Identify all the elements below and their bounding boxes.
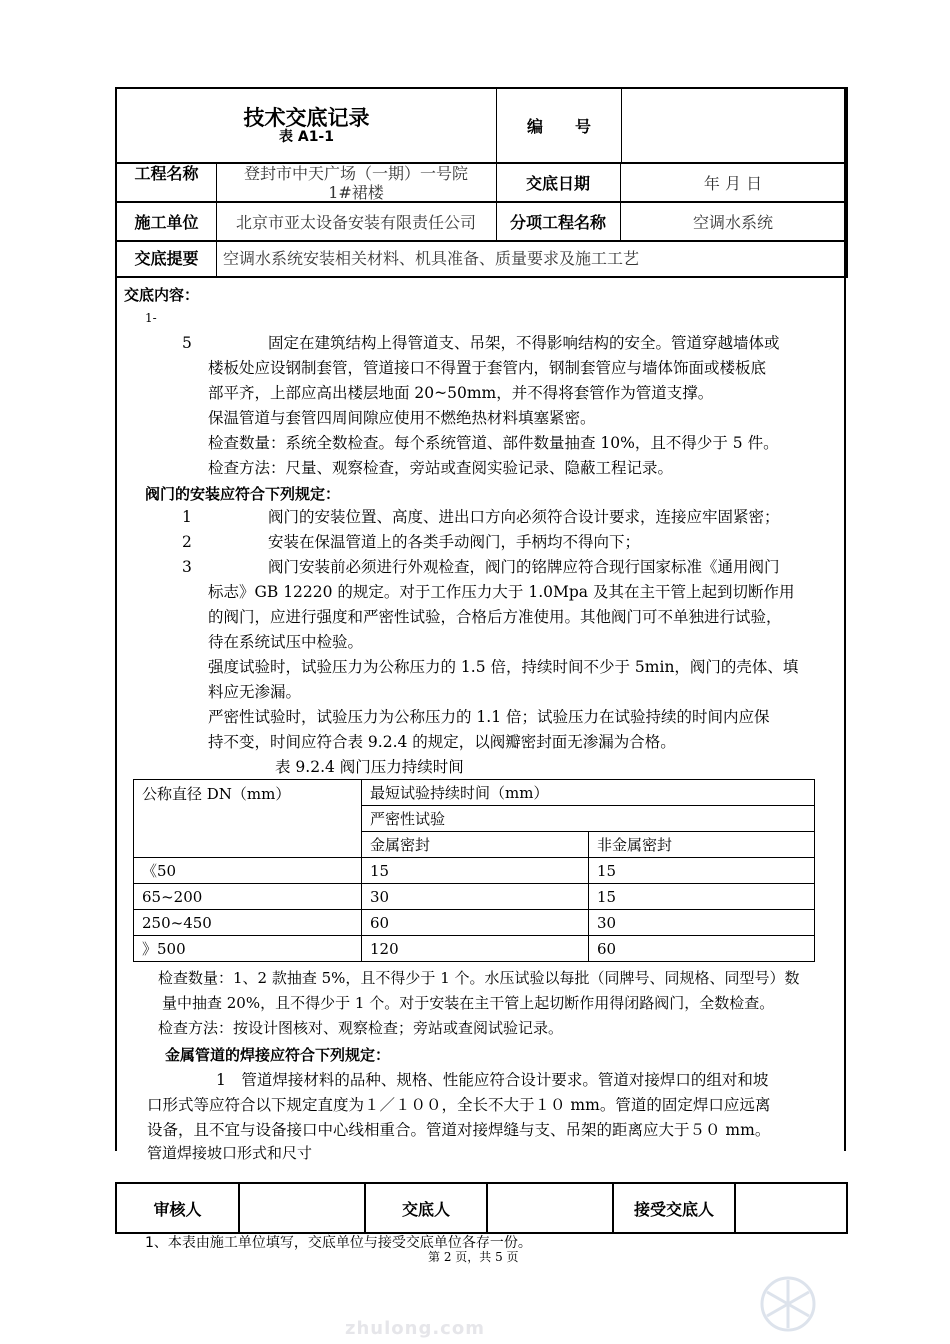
project-value-line-2: 1#裙楼 (328, 183, 384, 202)
valve-item-1-text: 阀门的安装位置、高度、进出口方向必须符合设计要求，连接应牢固紧密； (268, 508, 780, 526)
valve-item-3-number: 3 (182, 558, 192, 576)
nonmetal-cell: 30 (589, 910, 815, 936)
dn-cell: 》500 (134, 936, 362, 962)
table-row (134, 910, 815, 936)
signature-table (115, 1182, 848, 1234)
reviewer-label: 审核人 (116, 1183, 239, 1233)
weld-item-1-line-3: 设备，且不宜与设备接口中心线相重合。管道对接焊缝与支、吊架的距离应大于５０ mm。 (147, 1121, 771, 1139)
unit-value: 北京市亚太设备安装有限责任公司 (216, 203, 497, 242)
table-row (134, 858, 815, 884)
item-5-line-6: 检查方法：尺量、观察检查，旁站或查阅实验记录、隐蔽工程记录。 (208, 459, 674, 477)
weld-heading: 金属管道的焊接应符合下列规定： (165, 1046, 391, 1064)
valve-item-2-text: 安装在保温管道上的各类手动阀门，手柄均不得向下； (268, 533, 641, 551)
metal-cell: 30 (362, 884, 589, 910)
valve-item-3-line-5: 强度试验时，试验压力为公称压力的 1.5 倍，持续时间不少于 5min，阀门的壳体、填 (208, 658, 799, 676)
title-cell (116, 88, 497, 163)
discloser-signature-field[interactable] (487, 1183, 613, 1233)
project-label: 工程名称 (117, 164, 217, 203)
unit-label: 施工单位 (117, 203, 217, 242)
project-value (216, 164, 497, 203)
col-header-dn: 公称直径 DN（mm） (134, 780, 362, 858)
page-number: 第 2 页，共 5 页 (428, 1250, 519, 1264)
summary-value: 空调水系统安装相关材料、机具准备、质量要求及施工工艺 (223, 249, 640, 268)
summary-label: 交底提要 (117, 242, 217, 276)
table-caption: 表 9.2.4 阀门压力持续时间 (275, 758, 464, 776)
check-method: 检查方法：按设计图核对、观察检查；旁站或查阅试验记录。 (158, 1019, 564, 1037)
project-row (115, 162, 848, 203)
discloser-label: 交底人 (365, 1183, 487, 1233)
unit-row (115, 201, 848, 242)
number-value (622, 88, 848, 163)
valve-item-3-line-6: 料应无渗漏。 (208, 683, 302, 701)
valve-item-3-line-3: 的阀门，应进行强度和严密性试验，合格后方准使用。其他阀门可不单独进行试验， (208, 608, 782, 626)
valve-item-3-line-4: 待在系统试压中检验。 (208, 633, 364, 651)
subproject-value: 空调水系统 (692, 213, 773, 232)
item-5-line-1: 固定在建筑结构上得管道支、吊架，不得影响结构的安全。管道穿越墙体或 (268, 334, 780, 352)
valve-item-3-line-8: 持不变，时间应符合表 9.2.4 的规定，以阀瓣密封面无渗漏为合格。 (208, 733, 676, 751)
item-5-line-4: 保温管道与套管四周间隙应使用不燃绝热材料填塞紧密。 (208, 409, 596, 427)
metal-cell: 15 (362, 858, 589, 884)
valve-heading: 阀门的安装应符合下列规定： (145, 485, 341, 503)
check-quantity-line-1: 检查数量：1、2 款抽查 5%，且不得少于 1 个。水压试验以每批（同牌号、同规格、同型号）数 (158, 969, 800, 987)
valve-item-3-line-1: 阀门安装前必须进行外观检查，阀门的铭牌应符合现行国家标准《通用阀门 (268, 558, 780, 576)
number-label: 编 号 (497, 88, 622, 163)
dn-cell: 250~450 (134, 910, 362, 936)
content-heading: 交底内容： (124, 286, 200, 304)
receiver-label: 接受交底人 (613, 1183, 735, 1233)
dn-cell: 65~200 (134, 884, 362, 910)
footer-note: 1、本表由施工单位填写，交底单位与接受交底单位各存一份。 (145, 1235, 532, 1251)
valve-item-1-number: 1 (182, 508, 192, 526)
nonmetal-cell: 15 (589, 884, 815, 910)
subproject-label: 分项工程名称 (496, 203, 621, 242)
sub-header-tightness: 严密性试验 (362, 806, 815, 832)
item-5-line-3: 部平齐，上部应高出楼层地面 20~50mm，并不得将套管作为管道支撑。 (208, 384, 714, 402)
summary-row (115, 240, 848, 278)
item-5-line-5: 检查数量：系统全数检查。每个系统管道、部件数量抽查 10%，且不得少于 5 件。 (208, 434, 779, 452)
receiver-signature-field[interactable] (735, 1183, 847, 1233)
valve-pressure-table (133, 779, 815, 962)
item-5-line-2: 楼板处应设钢制套管，管道接口不得置于套管内，钢制套管应与墙体饰面或楼板底 (208, 359, 767, 377)
table-row (134, 936, 815, 962)
nonmetal-cell: 60 (589, 936, 815, 962)
col-header-duration: 最短试验持续时间（mm） (362, 780, 815, 806)
check-quantity-line-2: 量中抽查 20%，且不得少于 1 个。对于安装在主干管上起切断作用得闭路阀门，全数检查。 (162, 994, 775, 1012)
metal-cell: 120 (362, 936, 589, 962)
valve-item-2-number: 2 (182, 533, 192, 551)
table-row (134, 884, 815, 910)
header-table (115, 87, 848, 164)
reviewer-signature-field[interactable] (239, 1183, 365, 1233)
nonmetal-cell: 15 (589, 858, 815, 884)
dn-cell: 《50 (134, 858, 362, 884)
watermark-text: zhulong.com (345, 1318, 485, 1339)
header-nonmetal-seal: 非金属密封 (589, 832, 815, 858)
date-value: 年 月 日 (703, 174, 763, 193)
header-metal-seal: 金属密封 (362, 832, 589, 858)
watermark-snowflake-icon (752, 1268, 824, 1340)
weld-item-1-line-2: 口形式等应符合以下规定直度为１／１００，全长不大于１０ mm。管道的固定焊口应远离 (147, 1096, 771, 1114)
valve-item-3-line-7: 严密性试验时，试验压力为公称压力的 1.1 倍；试验压力在试验持续的时间内应保 (208, 708, 770, 726)
document-title: 技术交底记录 (243, 105, 370, 130)
section-marker: 1- (145, 311, 157, 325)
metal-cell: 60 (362, 910, 589, 936)
date-label: 交底日期 (496, 164, 621, 203)
weld-item-1-line-1: 1 管道焊接材料的品种、规格、性能应符合设计要求。管道对接焊口的组对和坡 (216, 1071, 769, 1089)
item-5-number: 5 (182, 334, 192, 352)
project-value-line-1: 登封市中天广场（一期）一号院 (243, 164, 468, 183)
weld-item-1-line-4: 管道焊接坡口形式和尺寸 (147, 1144, 313, 1162)
valve-item-3-line-2: 标志》GB 12220 的规定。对于工作压力大于 1.0Mpa 及其在主干管上起到切断作用 (208, 583, 795, 601)
form-code: 表 A1-1 (278, 128, 334, 145)
